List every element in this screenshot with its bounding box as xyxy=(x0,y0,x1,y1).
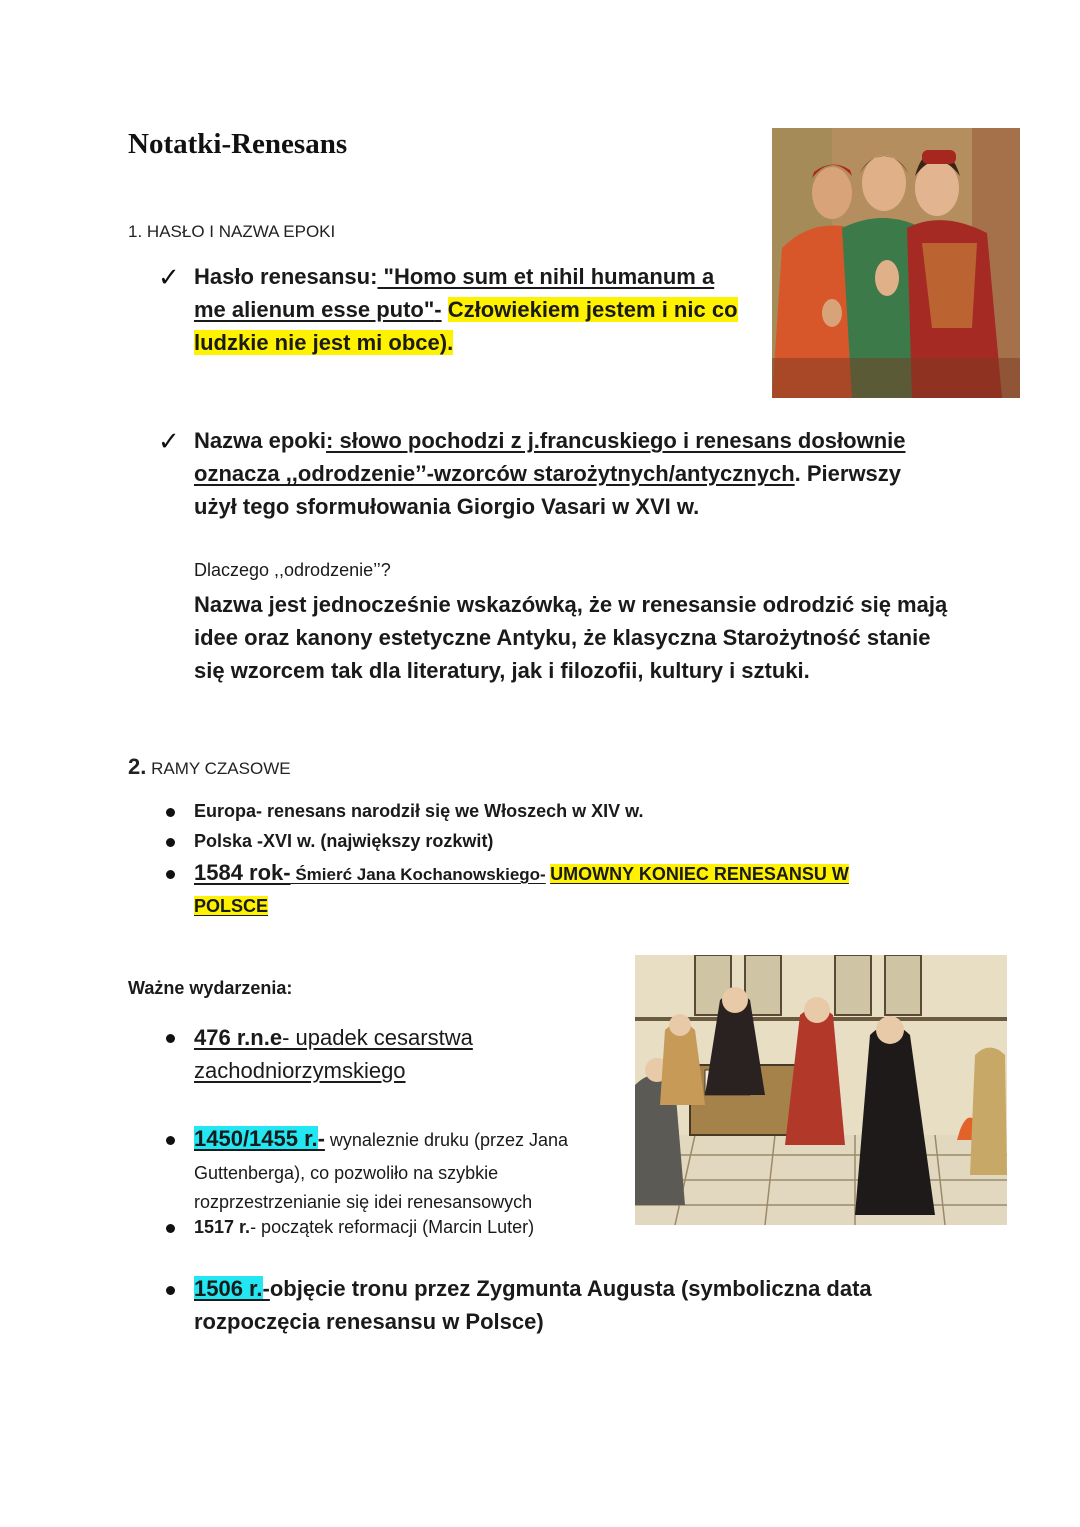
event-printing xyxy=(194,1122,634,1217)
motto-dash: - xyxy=(434,297,442,322)
renaissance-painting-image xyxy=(772,128,1020,398)
event-476-line2: zachodniorzymskiego xyxy=(194,1058,406,1083)
checkmark-icon: ✓ xyxy=(158,262,180,292)
why-answer-line3: się wzorcem tak dla literatury, jak i filozofii, kultury i sztuki. xyxy=(194,658,810,683)
section1-title: HASŁO I NAZWA EPOKI xyxy=(146,222,336,241)
epoch-name-line3: użył tego sformułowania Giorgio Vasari w XVI w. xyxy=(194,494,700,519)
event-printing-line2: Guttenberga), co pozwoliło na szybkie xyxy=(194,1163,499,1183)
event-zygmunt xyxy=(194,1272,1014,1338)
bullet-icon xyxy=(166,838,175,847)
bullet-icon xyxy=(166,1286,175,1295)
event-printing-line1: wynaleznie druku (przez Jana xyxy=(324,1130,569,1150)
epoch-name-label: Nazwa epoki xyxy=(194,428,327,453)
event-zygmunt-line1: objęcie tronu przez Zygmunta Augusta (symboliczna data xyxy=(269,1276,872,1301)
bullet-icon xyxy=(166,870,175,879)
reformation-woodcut-svg xyxy=(635,955,1007,1225)
event-476-date: 476 r.n.e xyxy=(194,1025,283,1050)
event-printing-dash: - xyxy=(317,1126,325,1151)
bullet-icon xyxy=(166,1034,175,1043)
section2-heading xyxy=(128,754,291,780)
section2-number: 2. xyxy=(128,754,147,779)
reformation-woodcut-image xyxy=(635,955,1007,1225)
checkmark-icon: ✓ xyxy=(158,426,180,456)
motto-translation-line1: Człowiekiem jestem i nic co xyxy=(447,297,738,322)
epoch-name-item xyxy=(194,424,974,523)
why-answer-line1: Nazwa jest jednocześnie wskazówką, że w renesansie odrodzić się mają xyxy=(194,592,948,617)
event-reformation-date: 1517 r. xyxy=(194,1217,251,1237)
event-476 xyxy=(194,1021,473,1087)
section2-title: RAMY CZASOWE xyxy=(151,759,291,778)
why-question: Dlaczego ,,odrodzenie’’? xyxy=(194,560,391,580)
timeframe-poland: Polska -XVI w. (największy rozkwit) xyxy=(194,831,494,851)
why-answer-line2: idee oraz kanony estetyczne Antyku, że klasyczna Starożytność stanie xyxy=(194,625,931,650)
event-reformation-text: - początek reformacji (Marcin Luter) xyxy=(250,1217,535,1237)
kochanowski-death: Śmierć Jana Kochanowskiego- xyxy=(290,865,546,884)
why-answer xyxy=(194,588,994,687)
event-reformation xyxy=(194,1213,534,1242)
timeframe-1584 xyxy=(194,857,914,922)
section1-number: 1. xyxy=(128,222,143,241)
bullet-icon xyxy=(166,808,175,817)
epoch-name-line2: oznacza ,,odrodzenie’’-wzorców starożytnych/antycznych xyxy=(194,461,795,486)
motto-item xyxy=(194,260,754,359)
event-printing-date: 1450/1455 r. xyxy=(194,1126,318,1151)
bullet-icon xyxy=(166,1224,175,1233)
epoch-name-line1: : słowo pochodzi z j.francuskiego i renesans dosłownie xyxy=(326,428,906,453)
timeframe-europe: Europa- renesans narodził się we Włoszech w XIV w. xyxy=(194,801,644,821)
renaissance-painting-svg xyxy=(772,128,1020,398)
end-of-renaissance-line1: UMOWNY KONIEC RENESANSU W xyxy=(550,864,849,884)
motto-translation-line2: ludzkie nie jest mi obce). xyxy=(194,330,454,355)
motto-quote-line2: me alienum esse puto" xyxy=(194,297,435,322)
bullet-icon xyxy=(166,1136,175,1145)
page-title: Notatki-Renesans xyxy=(128,128,348,160)
epoch-name-line2-rest: . Pierwszy xyxy=(794,461,902,486)
events-heading: Ważne wydarzenia: xyxy=(128,978,293,998)
event-printing-line3: rozprzestrzenianie się idei renesansowych xyxy=(194,1192,533,1212)
event-zygmunt-date: 1506 r. xyxy=(194,1276,263,1301)
year-1584: 1584 rok- xyxy=(194,860,291,885)
end-of-renaissance-line2: POLSCE xyxy=(194,896,269,916)
motto-label: Hasło renesansu: xyxy=(194,264,378,289)
event-476-line1: - upadek cesarstwa xyxy=(282,1025,473,1050)
event-zygmunt-dash: - xyxy=(262,1276,270,1301)
motto-quote-line1: "Homo sum et nihil humanum a xyxy=(377,264,715,289)
event-zygmunt-line2: rozpoczęcia renesansu w Polsce) xyxy=(194,1309,544,1334)
section1-heading xyxy=(128,222,335,242)
